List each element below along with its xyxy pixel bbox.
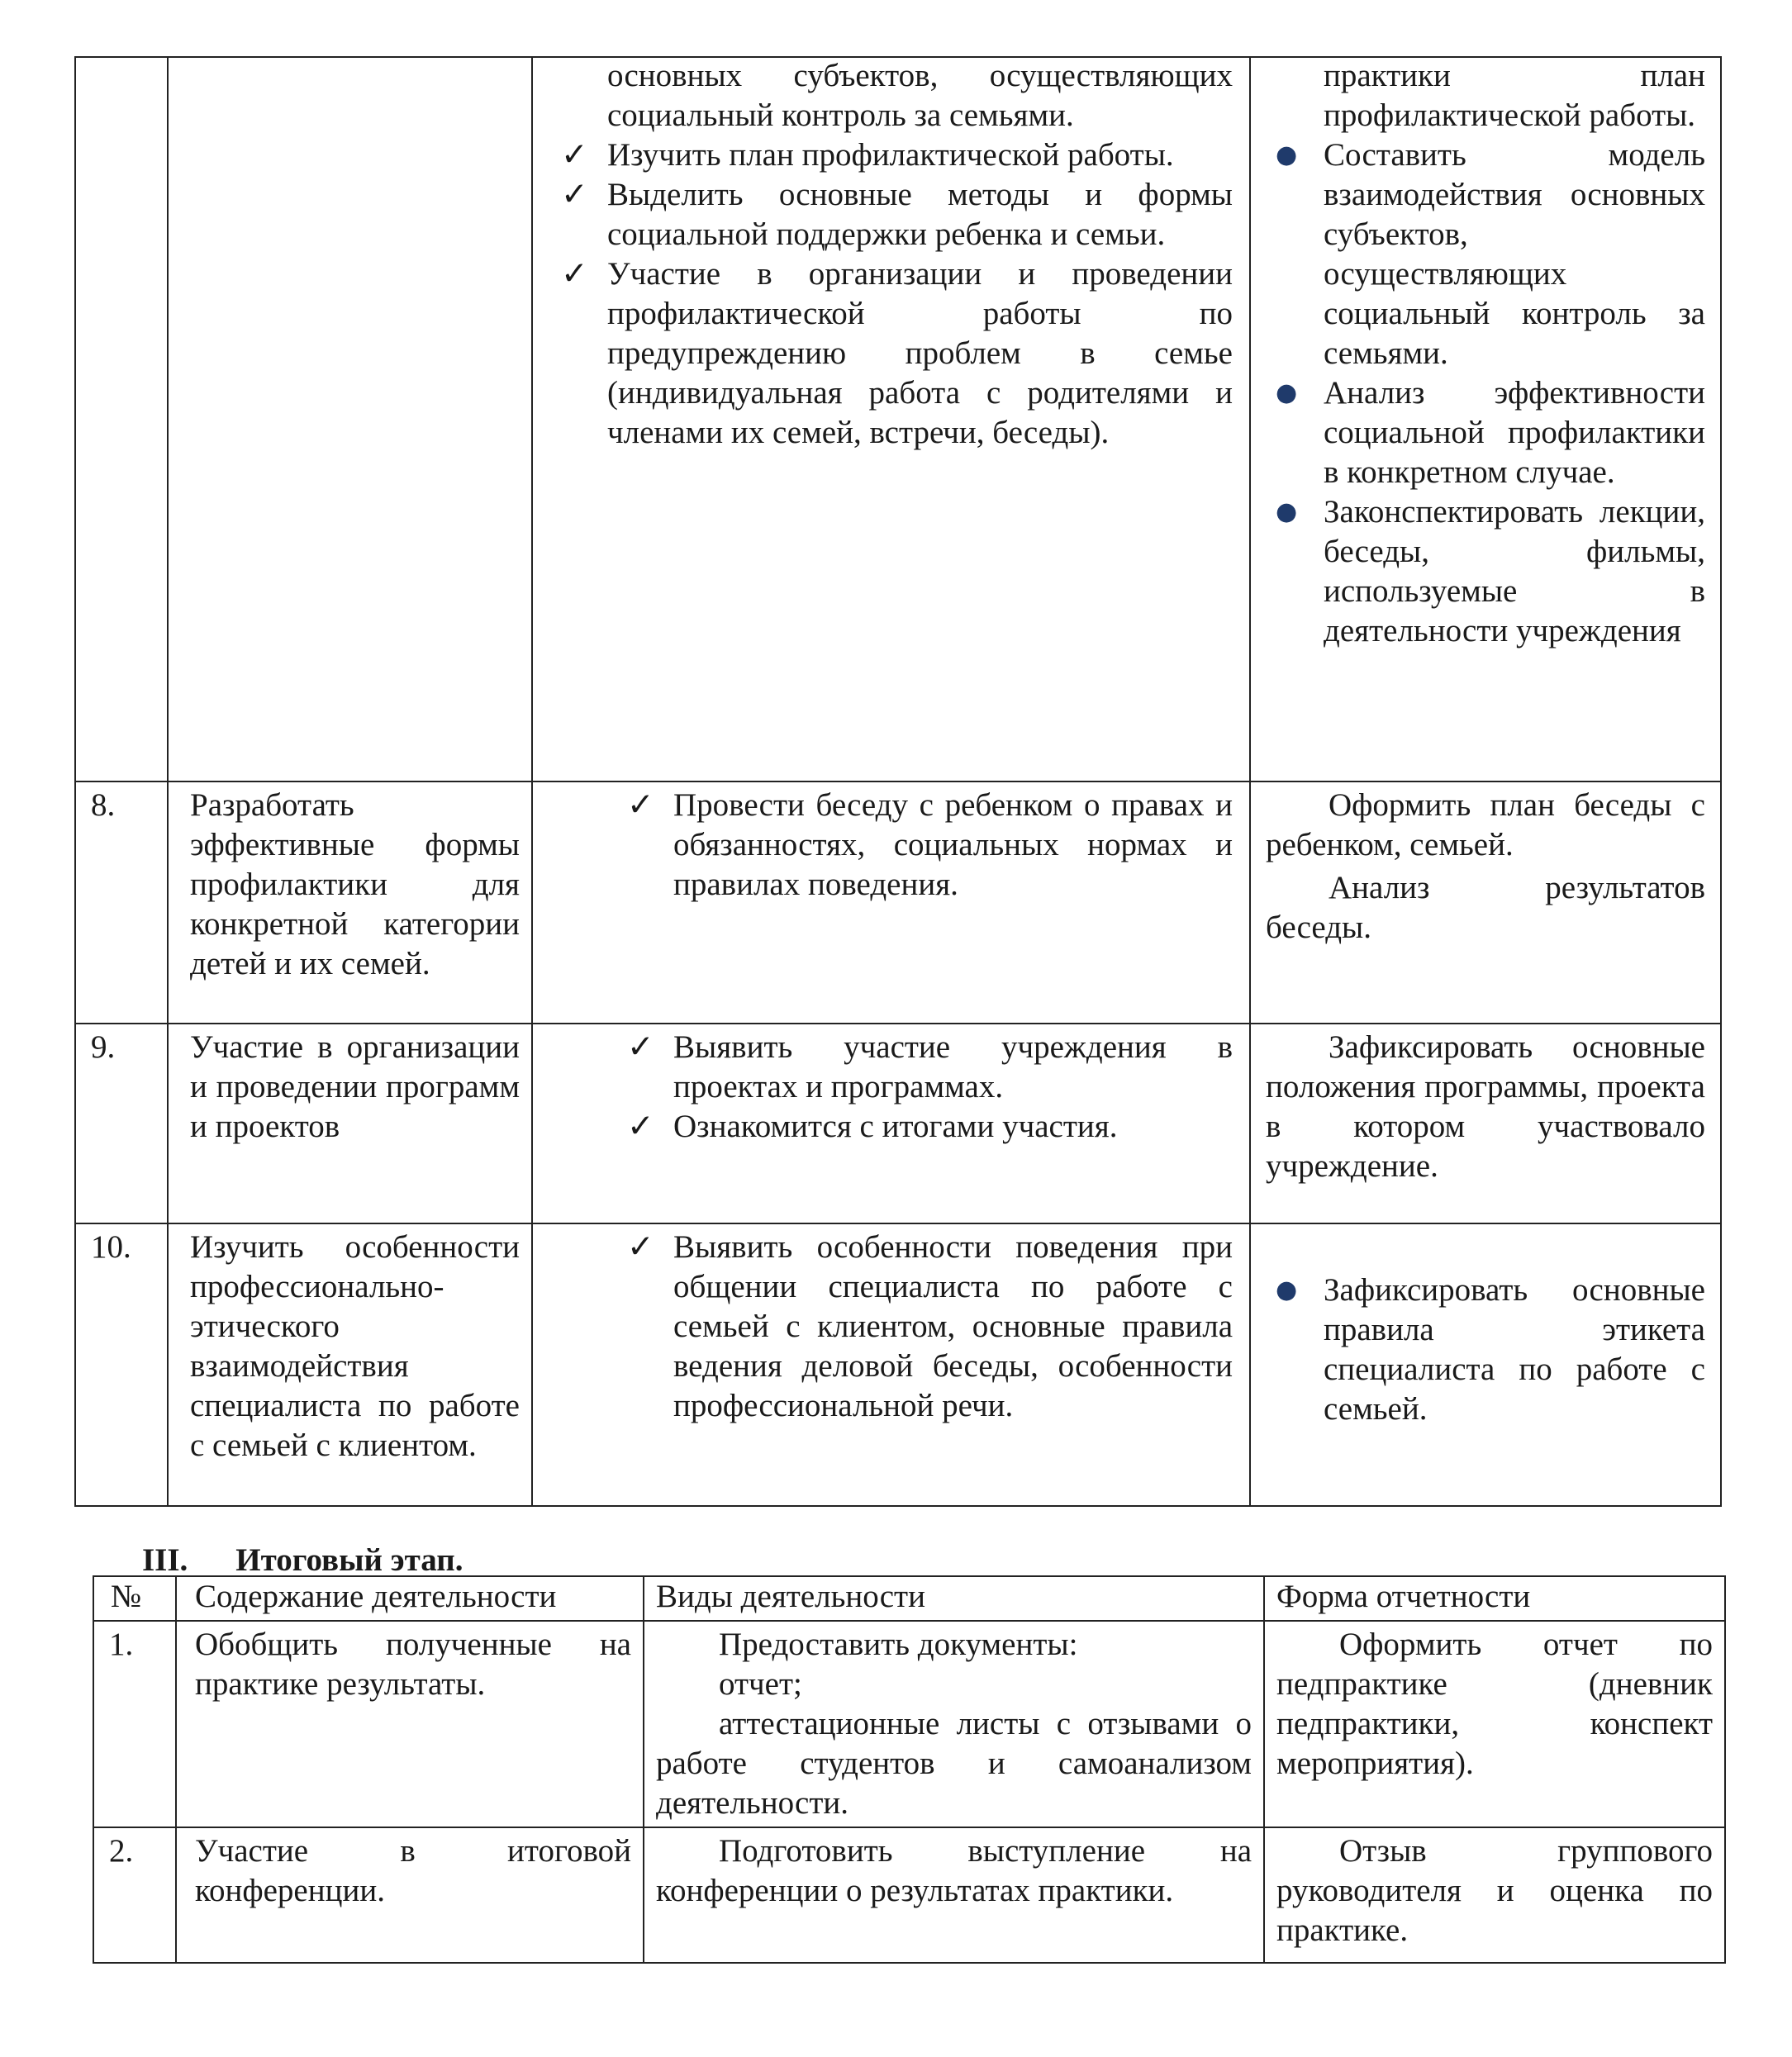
content-cell: Участие в организации и проведении программ и проектов <box>168 1024 532 1223</box>
table-row <box>75 1223 1721 1506</box>
activities-cell <box>532 1024 1250 1223</box>
bullet-icon: ● <box>1276 1276 1298 1304</box>
final-stage-table <box>93 1575 1726 1964</box>
list-item: ✓ Участие в организации и проведении профилактической работы по предупреждению проблем в семье (индивидуальная работа с родителями и членами их семей, встречи, беседы). <box>561 255 1233 450</box>
activities-text: Подготовить выступление на конференции о результатах практики. <box>656 1833 1252 1908</box>
table-row <box>75 57 1721 781</box>
content-cell: Разработать эффективные формы профилактики для конкретной категории детей и их семей. <box>168 781 532 1024</box>
activities-cell <box>644 1621 1264 1827</box>
report-cell <box>1250 1223 1721 1506</box>
list-item: ✓ Выявить особенности поведения при общении специалиста по работе с семьей с клиентом, основные правила ведения деловой беседы, особенности профессиональной речи. <box>627 1228 1233 1423</box>
checkmark-icon: ✓ <box>627 1108 654 1145</box>
activities-cell <box>532 57 1250 781</box>
column-header-number: № <box>93 1576 176 1621</box>
row-number-cell <box>75 57 168 781</box>
activities-cell <box>644 1827 1264 1963</box>
list-item: ● Законспектировать лекции, беседы, фильмы, используемые в деятельности учреждения <box>1276 494 1705 648</box>
list-item: ✓ Провести беседу с ребенком о правах и обязанностях, социальных нормах и правилах поведения. <box>627 786 1233 902</box>
row-number-cell: 8. <box>75 781 168 1024</box>
practice-plan-table <box>74 56 1722 1507</box>
content-cell <box>168 57 532 781</box>
report-cell <box>1250 1024 1721 1223</box>
checkmark-icon: ✓ <box>627 786 654 824</box>
content-cell: Изучить особенности профессионально-этического взаимодействия специалиста по работе с семьей с клиентом. <box>168 1223 532 1506</box>
list-item: ✓ Изучить план профилактической работы. <box>561 136 1174 173</box>
list-item: ● Анализ эффективности социальной профилактики в конкретном случае. <box>1276 375 1705 490</box>
checkmark-icon: ✓ <box>561 176 588 213</box>
list-item: ✓ Ознакомится с итогами участия. <box>627 1108 1118 1145</box>
content-cell: Участие в итоговой конференции. <box>176 1827 644 1963</box>
row-number-cell: 2. <box>93 1827 176 1963</box>
bullet-icon: ● <box>1276 497 1298 526</box>
report-cell: Оформить отчет по педпрактике (дневник педпрактики, конспект мероприятия). <box>1264 1621 1725 1827</box>
checkmark-icon: ✓ <box>627 1028 654 1066</box>
report-text: Зафиксировать основные положения программы, проекта в котором участвовало учреждение. <box>1266 1029 1705 1184</box>
activities-lead-text: основных субъектов, осуществляющих социальный контроль за семьями. <box>607 58 1233 133</box>
column-header-content: Содержание деятельности <box>176 1576 644 1621</box>
list-item: ✓ Выделить основные методы и формы социальной поддержки ребенка и семьи. <box>561 176 1233 252</box>
row-number-cell: 9. <box>75 1024 168 1223</box>
report-text: Анализ результатов беседы. <box>1266 870 1705 945</box>
list-item: ● Составить модель взаимодействия основных субъектов, осуществляющих социальный контроль за семьями. <box>1276 137 1705 371</box>
list-item: ✓ Выявить участие учреждения в проектах и программах. <box>627 1028 1233 1105</box>
report-cell: Отзыв группового руководителя и оценка по практике. <box>1264 1827 1725 1963</box>
row-number-cell: 1. <box>93 1621 176 1827</box>
section-heading <box>142 1542 463 1579</box>
activities-cell <box>532 781 1250 1024</box>
section-title: Итоговый этап. <box>235 1542 463 1578</box>
section-number: III. <box>142 1542 188 1578</box>
activities-list <box>616 1028 1233 1147</box>
bullet-icon: ● <box>1276 378 1298 407</box>
activities-text: аттестационные листы с отзывами о работе студентов и самоанализом деятельности. <box>656 1706 1252 1821</box>
activities-cell <box>532 1223 1250 1506</box>
column-header-activities: Виды деятельности <box>644 1576 1264 1621</box>
activities-list <box>616 1228 1233 1426</box>
report-list <box>1266 1271 1705 1429</box>
content-cell: Обобщить полученные на практике результаты. <box>176 1621 644 1827</box>
report-lead-text: практики план профилактической работы. <box>1324 58 1705 133</box>
column-header-report: Форма отчетности <box>1264 1576 1725 1621</box>
list-item: ● Зафиксировать основные правила этикета специалиста по работе с семьей. <box>1276 1272 1705 1427</box>
checkmark-icon: ✓ <box>561 136 588 173</box>
report-cell <box>1250 57 1721 781</box>
activities-list <box>616 786 1233 905</box>
table-row <box>93 1621 1725 1827</box>
checkmark-icon: ✓ <box>627 1228 654 1266</box>
bullet-icon: ● <box>1276 140 1298 169</box>
table-row <box>75 781 1721 1024</box>
row-number-cell: 10. <box>75 1223 168 1506</box>
report-cell <box>1250 781 1721 1024</box>
activities-list <box>549 135 1233 453</box>
report-list <box>1266 135 1705 651</box>
table-header-row <box>93 1576 1725 1621</box>
activities-text: Предоставить документы: <box>719 1627 1078 1662</box>
report-text: Оформить план беседы с ребенком, семьей. <box>1266 787 1705 862</box>
checkmark-icon: ✓ <box>561 255 588 292</box>
activities-text: отчет; <box>719 1666 802 1702</box>
table-row <box>93 1827 1725 1963</box>
table-row <box>75 1024 1721 1223</box>
